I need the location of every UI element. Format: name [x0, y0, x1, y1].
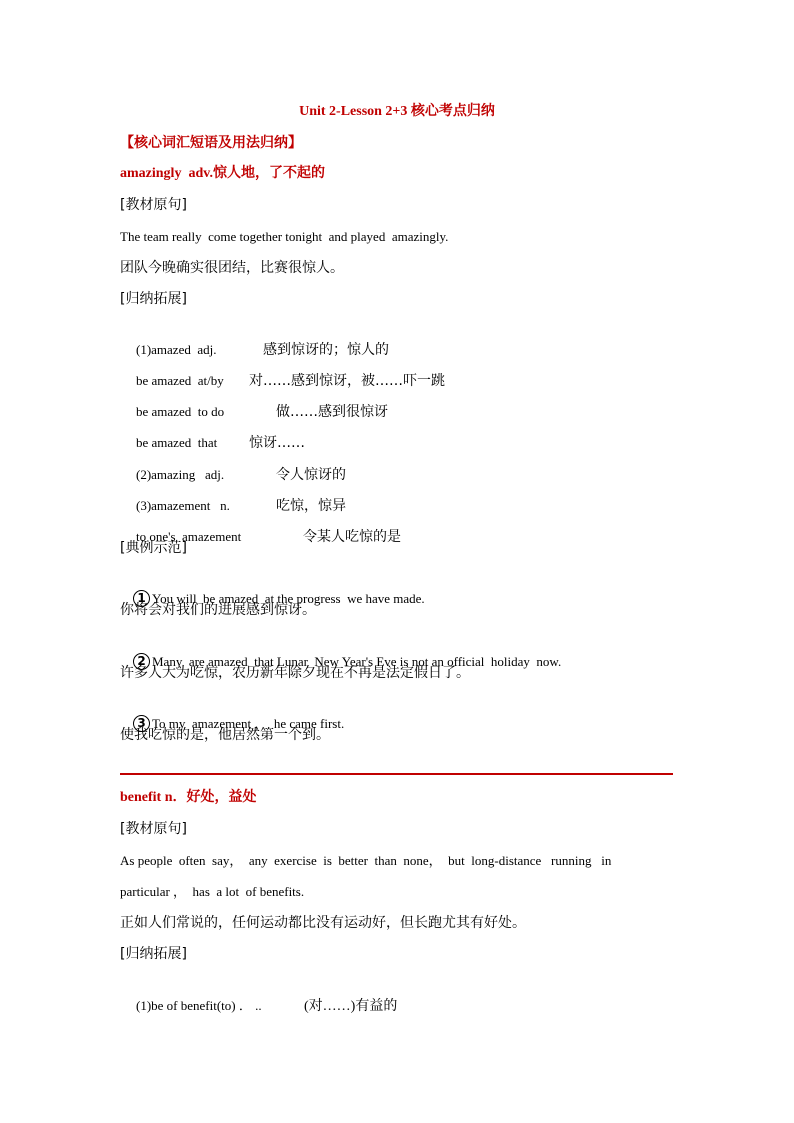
example-en	[120, 569, 425, 629]
expand-item-zh: 吃惊，惊异	[276, 498, 346, 514]
example-zh: 你将会对我们的进展感到惊讶。	[120, 602, 316, 618]
expand-item-zh: 做……感到很惊讶	[276, 404, 388, 420]
expand-item-en: be amazed that	[136, 435, 218, 450]
example-en-text: To my amazement ， he came first.	[152, 716, 345, 731]
expand-item-zh: 令人惊讶的	[276, 467, 346, 483]
expand-item-zh: 感到惊讶的；惊人的	[263, 342, 389, 358]
textbook-sentence-en: As people often say， any exercise is better than none， but long-distance running in	[120, 853, 612, 868]
expand-item-en: (3)amazement n.	[136, 498, 230, 513]
expand-item-zh: 令某人吃惊的是	[303, 529, 401, 545]
textbook-sentence-zh: 正如人们常说的，任何运动都比没有运动好，但长跑尤其有好处。	[120, 915, 526, 931]
section-divider	[120, 773, 673, 775]
textbook-sentence-zh: 团队今晚确实很团结，比赛很惊人。	[120, 260, 344, 276]
example-number-badge: 2	[133, 653, 150, 670]
expand-item-en: to one's amazement	[136, 529, 242, 544]
expand-item-en: (1)be of benefit(to) ． ..	[136, 998, 262, 1013]
expand-item	[120, 976, 397, 1037]
example-zh: 许多人大为吃惊，农历新年除夕现在不再是法定假日了。	[120, 665, 470, 681]
textbook-sentence-en: The team really come together tonight and played amazingly.	[120, 229, 449, 244]
expand-item	[120, 507, 401, 567]
document-title: Unit 2-Lesson 2+3 核心考点归纳	[299, 104, 495, 119]
expand-item-en: (2)amazing adj.	[136, 467, 225, 482]
entry-headword-amazingly: amazingly adv.惊人地，了不起的	[120, 166, 325, 181]
textbook-label: [教材原句]	[120, 197, 187, 213]
examples-label: [典例示范]	[120, 540, 187, 556]
textbook-sentence-en-cont: particular ， has a lot of benefits.	[120, 884, 305, 899]
expand-item-zh: 对……感到惊讶，被……吓一跳	[249, 373, 445, 389]
example-en-text: You will be amazed at the progress we have made.	[152, 591, 425, 606]
section-heading: 【核心词汇短语及用法归纳】	[120, 135, 302, 151]
example-en	[120, 632, 561, 692]
example-en-text: Many are amazed that Lunar New Year's Eve is not an official holiday now.	[152, 654, 562, 669]
expand-item-zh: 惊讶……	[249, 435, 305, 451]
expand-item-en: be amazed to do	[136, 404, 225, 419]
example-zh: 使我吃惊的是，他居然第一个到。	[120, 727, 330, 743]
entry-headword-benefit: benefit n．好处，益处	[120, 790, 257, 805]
expand-label: [归纳拓展]	[120, 291, 187, 307]
example-number-badge: 1	[133, 590, 150, 607]
example-number-badge: 3	[133, 715, 150, 732]
expand-label: [归纳拓展]	[120, 946, 187, 962]
textbook-label: [教材原句]	[120, 821, 187, 837]
expand-item-en: (1)amazed adj.	[136, 342, 217, 357]
expand-item-zh: (对……)有益的	[304, 999, 398, 1014]
expand-item-en: be amazed at/by	[136, 373, 224, 388]
example-en	[120, 694, 344, 754]
